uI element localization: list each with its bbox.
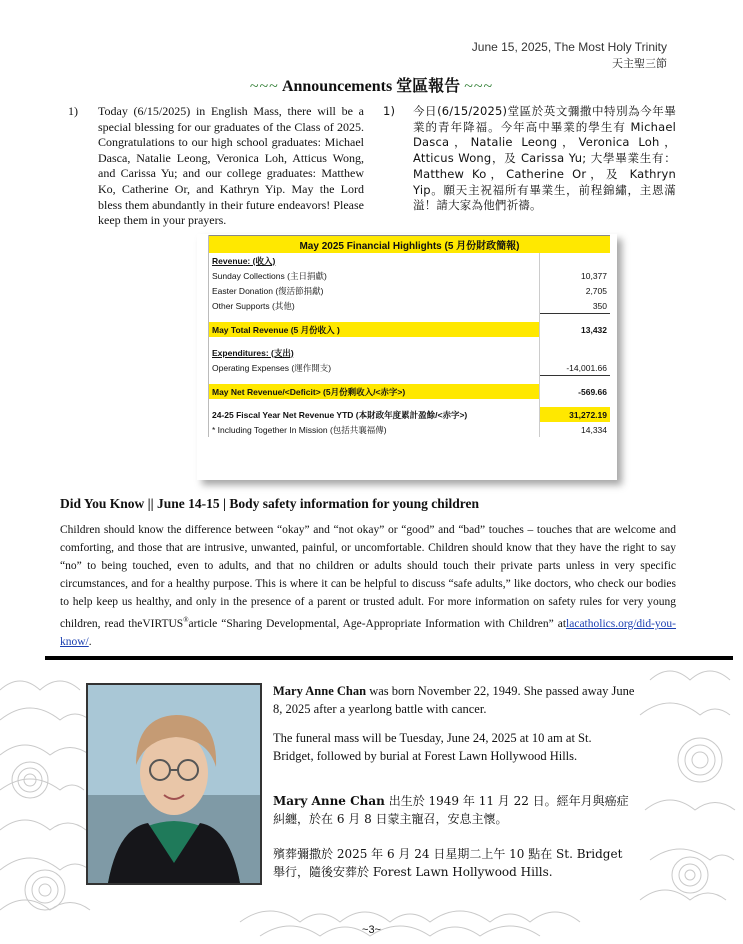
total-revenue-value: 13,432: [540, 322, 611, 337]
dyk-text: Children should know the difference between “okay” and “not okay” or “good” and “bad” touches – touches that are welcome and comforting, and those that are intrusive, unwanted, painful, or uncomfortable. Children should know that they have the right to say “no” to being touched, even to adults, and that no children or adults should touch their private parts unless in very specific circumstances, and for a healthy purpose. This is where it can be helpful to discuss “safe adults,” like doctors, who check our bodies to help keep us healthy, and only in the presence of a parent or trusted adult. For more information on safety rules for very young children, read the: [60, 524, 676, 630]
obituary-paragraph-zh-2: 殯葬彌撒於 2025 年 6 月 24 日星期二上午 10 點在 St. Bridget 舉行，隨後安葬於 Forest Lawn Hollywood Hills.: [273, 847, 623, 879]
obituary-paragraph-zh-1: [273, 793, 635, 828]
announcement-text-en: Today (6/15/2025) in English Mass, there will be a special blessing for our graduates of the Class of 2025. Congratulations to our high school graduates: Michael Dasca, Natalie Leong, Veronica Loh, Atticus Wong, and Carissa Yu; and our college graduates: Matthew Ko, Catherine Or, and Kathryn Yip. May the Lord bless them abundantly in their future endeavors! Please keep them in your prayers.: [98, 104, 364, 228]
did-you-know-link[interactable]: lacatholics.org/did-you-know/: [60, 617, 677, 648]
item-number-zh: 1): [383, 104, 396, 118]
page-number: ~3~: [362, 924, 381, 936]
expenditures-header: Expenditures: (支出): [212, 347, 294, 358]
obituary-name-zh: Mary Anne Chan: [273, 794, 385, 808]
financial-title: May 2025 Financial Highlights (5 月份財政簡報): [209, 236, 611, 254]
header-date: June 15, 2025, The Most Holy Trinity: [471, 40, 667, 54]
virtus-label: VIRTUS: [142, 617, 184, 630]
revenue-value: 350: [540, 298, 611, 314]
total-revenue-label: May Total Revenue (5 月份收入 ): [209, 322, 540, 337]
financial-highlights-table: [197, 234, 617, 480]
obituary-text-zh-1: 出生於 1949 年 11 月 22 日。經年月與癌症糾纏，於在 6 月 8 日蒙主寵召，安息主懷。: [273, 794, 629, 826]
dyk-end: .: [88, 635, 92, 648]
mission-label: * Including Together In Mission (包括共襄福傳): [209, 422, 540, 437]
ytd-label: 24-25 Fiscal Year Net Revenue YTD (本財政年度累計盈餘/<赤字>): [209, 407, 540, 422]
obituary-text-1: was born November 22, 1949. She passed away June 8, 2025 after a yearlong battle with cancer.: [273, 684, 635, 716]
announcement-item-en: [68, 104, 364, 229]
announcements-title: [0, 73, 743, 96]
net-revenue-value: -569.66: [540, 384, 611, 399]
announcement-text-zh: 今日(6/15/2025)堂區於英文彌撒中特別為今年畢業的青年降福。今年高中畢業的學生有 Michael Dasca，Natalie Leong，Veronica Loh，Atticus Wong，及 Carissa Yu; 大學畢業生有：Matthew Ko，Catherine Or，及 Kathryn Yip。願天主祝福所有畢業生，前程錦繡，主恩滿溢！請大家為他們祈禱。: [413, 104, 676, 213]
obituary-paragraph-2: The funeral mass will be Tuesday, June 24, 2025 at 10 am at St. Bridget, followed by burial at Forest Lawn Hollywood Hills.: [273, 731, 592, 763]
revenue-label: Easter Donation (復活節捐獻): [209, 283, 540, 298]
ytd-value: 31,272.19: [540, 407, 611, 422]
announcement-item-zh: [383, 104, 676, 214]
dyk-article-text: article “Sharing Developmental, Age-Appropriate Information with Children” at: [188, 617, 567, 630]
net-revenue-label: May Net Revenue/<Deficit> (5月份剩收入/<赤字>): [209, 384, 540, 399]
did-you-know-body: [60, 521, 676, 651]
revenue-header: Revenue: (收入): [212, 255, 276, 266]
obituary-name: Mary Anne Chan: [273, 684, 367, 698]
portrait-illustration: [88, 685, 260, 883]
revenue-label: Other Supports (其他): [209, 298, 540, 314]
mission-value: 14,334: [581, 424, 607, 435]
operating-value: -14,001.66: [540, 360, 611, 376]
revenue-label: Sunday Collections (主日捐獻): [209, 268, 540, 283]
obituary-paragraph-1: [273, 683, 635, 718]
revenue-value: 2,705: [585, 285, 607, 296]
registered-mark: ®: [183, 616, 189, 624]
revenue-value: 10,377: [581, 270, 607, 281]
item-number: 1): [68, 104, 78, 118]
did-you-know-title: Did You Know || June 14-15 | Body safety information for young children: [60, 496, 479, 511]
portrait-photo: [86, 683, 262, 885]
tilde-left: ~~~: [249, 78, 279, 95]
operating-label: Operating Expenses (運作開支): [209, 360, 540, 376]
header-feast-zh: 天主聖三節: [612, 58, 667, 70]
tilde-right: ~~~: [464, 78, 494, 95]
announcements-title-text: Announcements 堂區報告: [281, 78, 461, 95]
